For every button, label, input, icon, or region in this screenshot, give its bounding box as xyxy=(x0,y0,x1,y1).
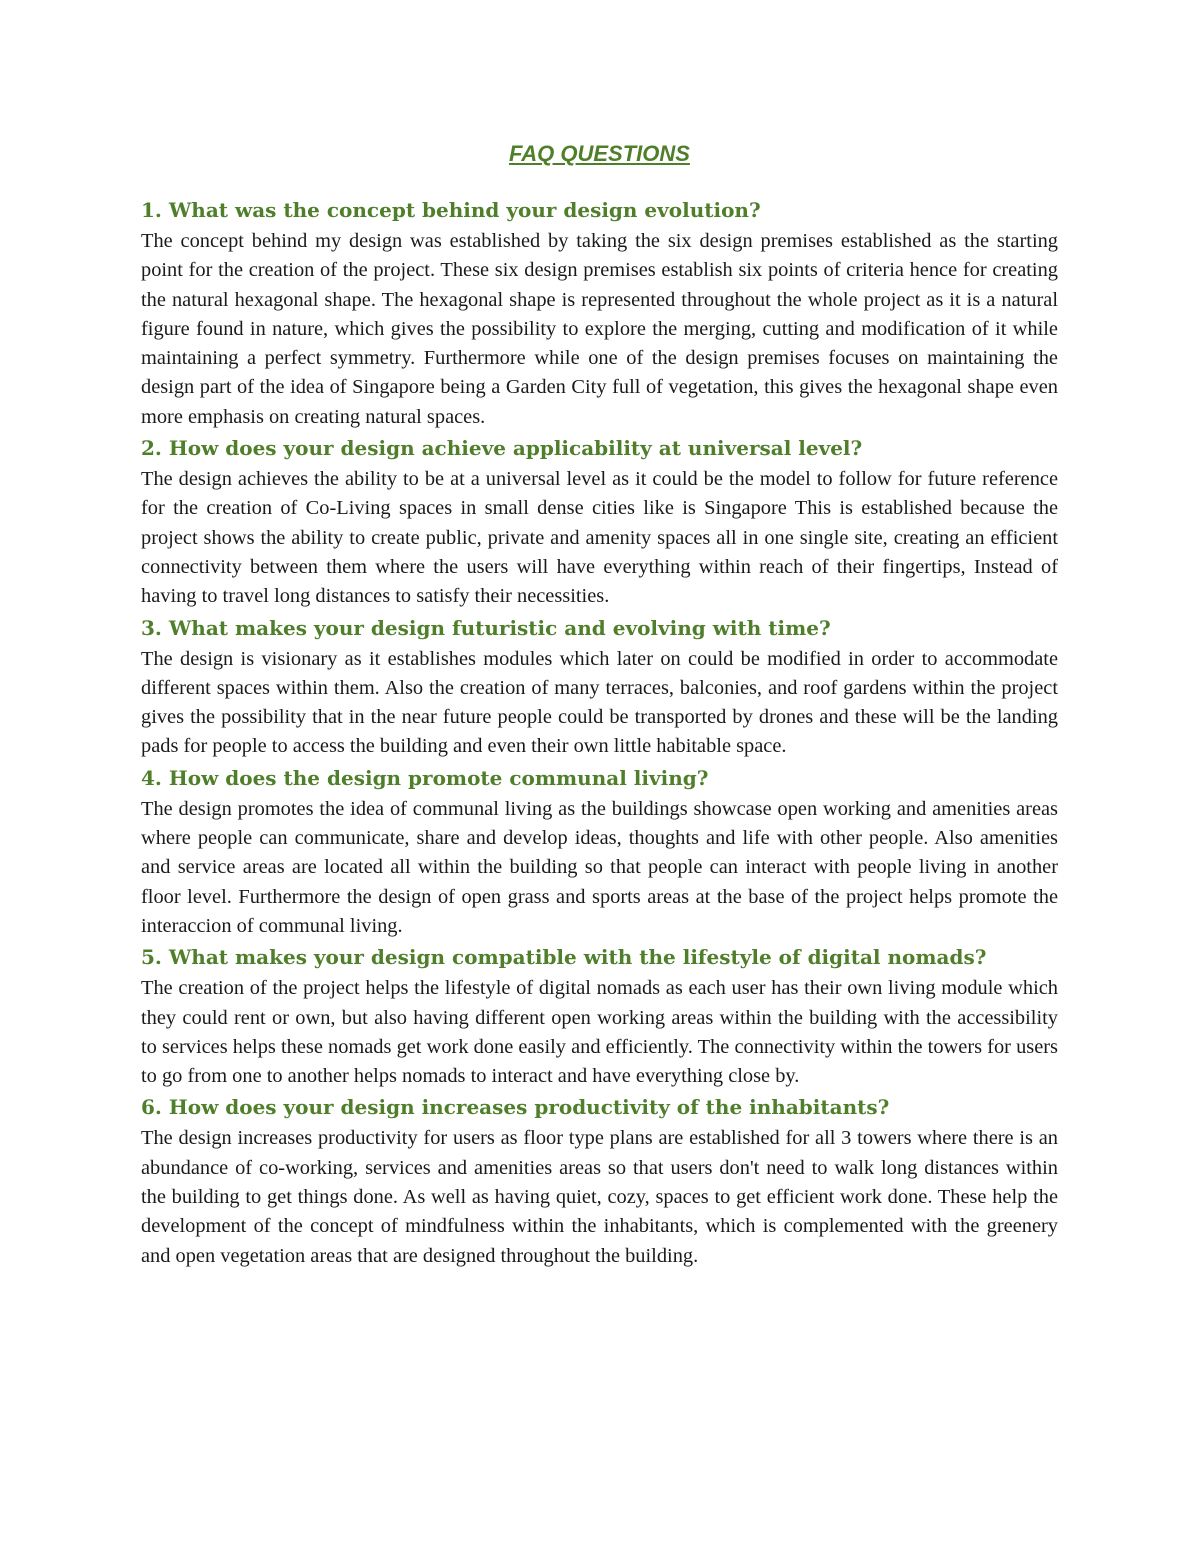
faq-question: 3. What makes your design futuristic and evolving with time? xyxy=(141,615,831,640)
faq-item-4 xyxy=(141,764,1058,941)
faq-item-1 xyxy=(141,196,1058,432)
faq-item-6 xyxy=(141,1093,1058,1270)
faq-question: 6. How does your design increases productivity of the inhabitants? xyxy=(141,1095,890,1120)
page-title: FAQ QUESTIONS xyxy=(509,141,690,166)
faq-answer: The design achieves the ability to be at a universal level as it could be the model to follow for future reference for the creation of Co-Living spaces in small dense cities like is Singapore This is established because the project shows the ability to create public, private and amenity spaces all in one single site, creating an efficient connectivity between them where the users will have everything within reach of their fingertips, Instead of having to travel long distances to satisfy their necessities. xyxy=(141,468,1058,608)
faq-answer: The creation of the project helps the lifestyle of digital nomads as each user has their own living module which they could rent or own, but also having different open working areas within the building with the accessibility to services helps these nomads get work done easily and efficiently. The connectivity within the towers for users to go from one to another helps nomads to interact and have everything close by. xyxy=(141,977,1058,1088)
faq-item-3 xyxy=(141,614,1058,762)
faq-answer: The concept behind my design was established by taking the six design premises established as the starting point for the creation of the project. These six design premises establish six points of criteria hence for creating the natural hexagonal shape. The hexagonal shape is represented throughout the whole project as it is a natural figure found in nature, which gives the possibility to explore the merging, cutting and modification of it while maintaining a perfect symmetry. Furthermore while one of the design premises focuses on maintaining the design part of the idea of Singapore being a Garden City full of vegetation, this gives the hexagonal shape even more emphasis on creating natural spaces. xyxy=(141,230,1058,428)
faq-answer: The design promotes the idea of communal living as the buildings showcase open working and amenities areas where people can communicate, share and develop ideas, thoughts and life with other people. Also amenities and service areas are located all within the building so that people can interact with people living in another floor level. Furthermore the design of open grass and sports areas at the base of the project helps promote the interaccion of communal living. xyxy=(141,797,1058,937)
faq-question: 2. How does your design achieve applicability at universal level? xyxy=(141,436,863,461)
faq-question: 4. How does the design promote communal living? xyxy=(141,765,709,790)
faq-question: 1. What was the concept behind your design evolution? xyxy=(141,198,761,222)
faq-question: 5. What makes your design compatible with the lifestyle of digital nomads? xyxy=(141,945,987,970)
document-page xyxy=(141,138,1058,1273)
faq-item-5 xyxy=(141,943,1058,1091)
faq-item-2 xyxy=(141,434,1058,611)
faq-answer: The design increases productivity for users as floor type plans are established for all 3 towers where there is an abundance of co-working, services and amenities areas so that users don't need to walk long distances within the building to get things done. As well as having quiet, cozy, spaces to get efficient work done. These help the development of the concept of mindfulness within the inhabitants, which is complemented with the greenery and open vegetation areas that are designed throughout the building. xyxy=(141,1127,1058,1267)
faq-answer: The design is visionary as it establishes modules which later on could be modified in order to accommodate different spaces within them. Also the creation of many terraces, balconies, and roof gardens within the project gives the possibility that in the near future people could be transported by drones and these will be the landing pads for people to access the building and even their own little habitable space. xyxy=(141,647,1058,758)
